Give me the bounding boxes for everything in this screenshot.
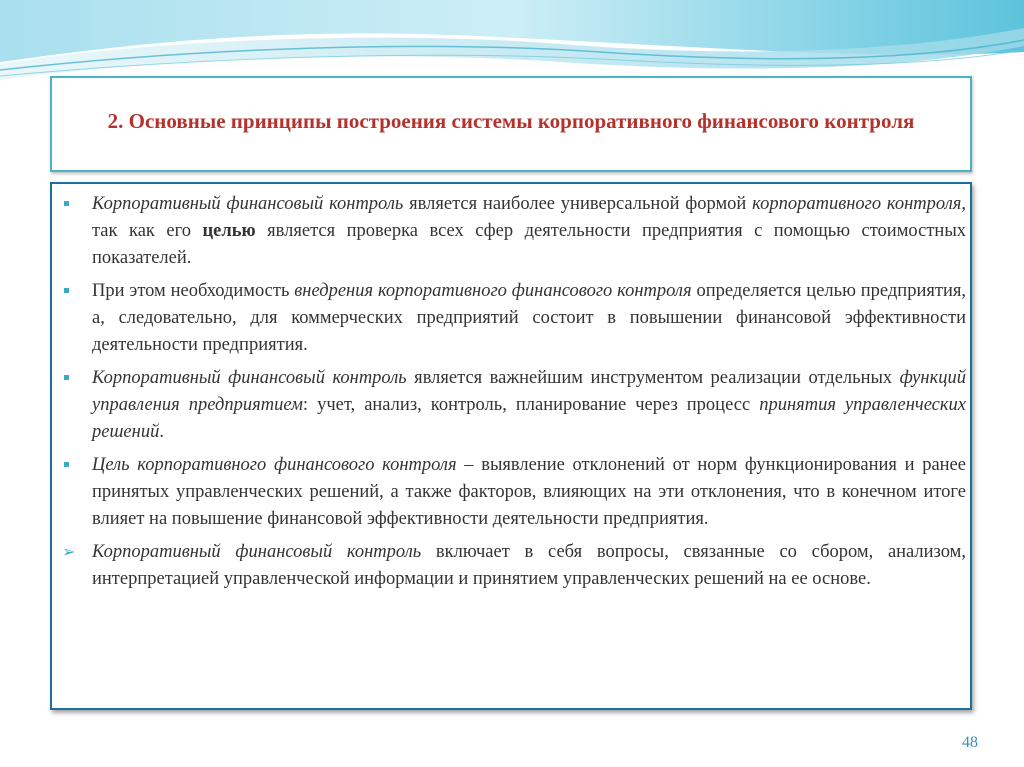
bullet-text-segment: определяется целью предприятия, а, следовательно, для коммерческих предприятий состоит в повышении финансовой эффективности деятельности предприятия. [92, 281, 966, 355]
bullet-text-segment: внедрения корпоративного финансового контроля [294, 281, 692, 301]
bullet-text-segment: является проверка всех сфер деятельности предприятия с помощью стоимостных показателей. [92, 221, 967, 268]
bullet-text-segment: Корпоративный финансовый контроль [92, 368, 407, 388]
bullet-text-segment: целью [202, 221, 256, 241]
bullet-item [62, 278, 966, 359]
square-bullet-icon [64, 365, 84, 392]
bullet-text-segment: включает в себя вопросы, связанные со сбором, анализом, интерпретацией управленческой информации и принятием управленческих решений на ее основе. [92, 542, 966, 589]
slide-title: 2. Основные принципы построения системы корпоративного финансового контроля [107, 108, 915, 133]
title-box [50, 76, 972, 172]
bullet-item [62, 191, 966, 272]
bullet-text-segment: . [159, 422, 164, 442]
content-box [50, 182, 972, 710]
page-number: 48 [962, 734, 978, 751]
bullet-item [62, 539, 966, 593]
bullet-item [62, 452, 966, 533]
bullet-text-segment: При этом необходимость [92, 281, 295, 301]
bullet-text-segment: Корпоративный финансовый контроль [92, 194, 404, 214]
bullet-item [62, 365, 966, 446]
arrow-bullet-icon: ➢ [62, 544, 76, 561]
bullet-text-segment: Цель корпоративного финансового контроля [92, 455, 457, 475]
bullet-text-segment: функций управления предприятием [92, 368, 966, 415]
bullet-text-segment: , так как его [92, 194, 966, 241]
bullet-text-segment: : учет, анализ, контроль, планирование через процесс [302, 395, 760, 415]
square-bullet-icon [64, 452, 84, 479]
bullet-text-segment: – выявление отклонений от норм функционирования и ранее принятых управленческих решений, а также факторов, влияющих на эти отклонения, что в конечном итоге влияет на повышение финансовой эффективности деятельности предприятия. [92, 455, 966, 529]
bullet-text-segment: является наиболее универсальной формой [403, 194, 753, 214]
bullet-text-segment: является важнейшим инструментом реализации отдельных [406, 368, 900, 388]
bullet-text-segment: Корпоративный финансовый контроль [92, 542, 422, 562]
square-bullet-icon [64, 191, 84, 218]
bullet-list [62, 191, 966, 599]
bullet-text-segment: принятия управленческих решений [92, 395, 966, 442]
square-bullet-icon [64, 278, 84, 305]
bullet-text-segment: корпоративного контроля [752, 194, 962, 214]
